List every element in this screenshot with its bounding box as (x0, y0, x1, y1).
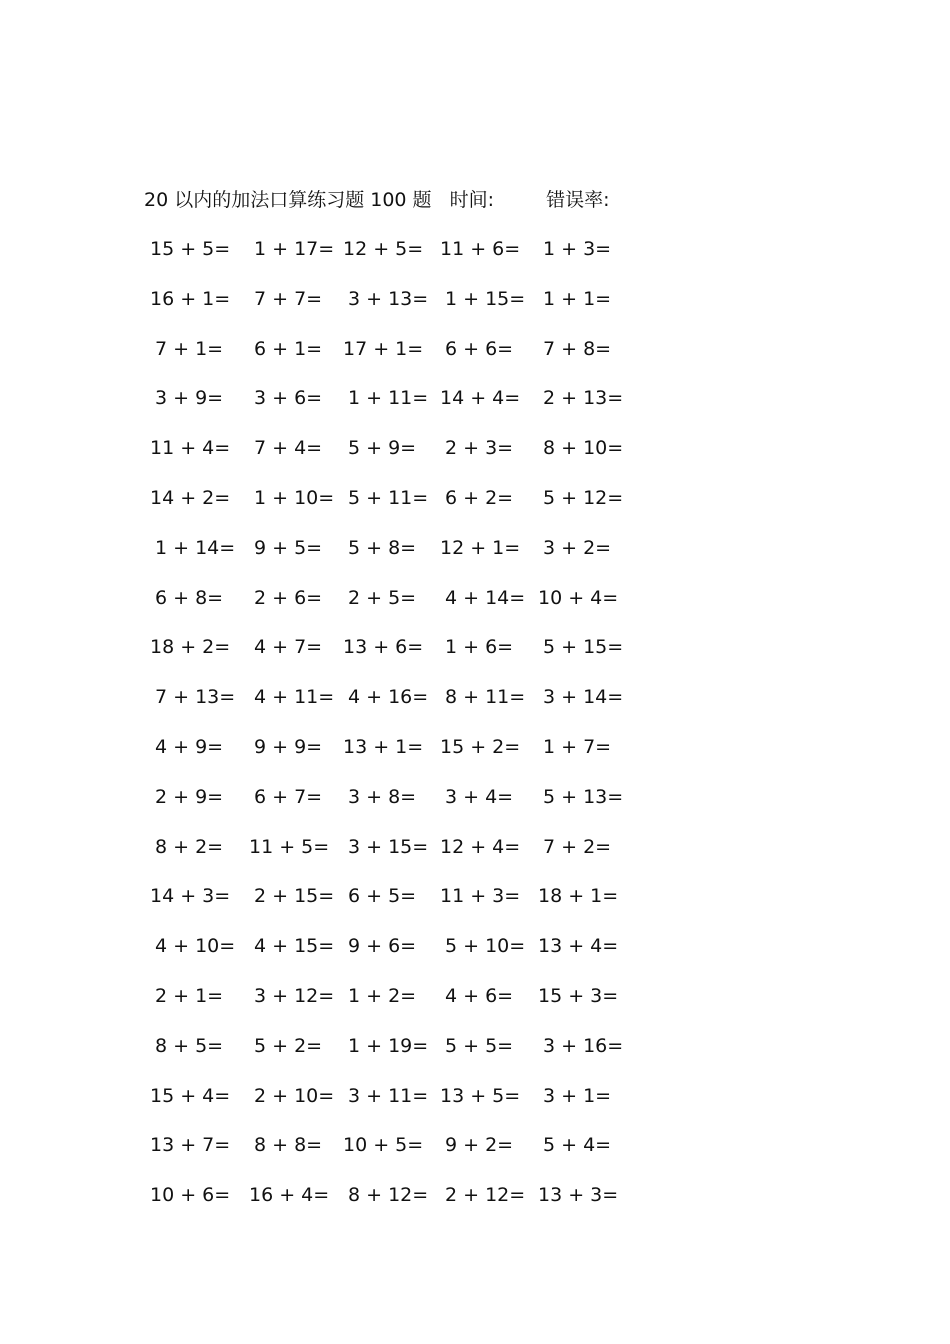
problem-item: 15 + 4= (150, 1084, 231, 1107)
problem-item: 2 + 6= (254, 586, 323, 609)
problem-item: 5 + 10= (445, 935, 526, 958)
time-label: 时间: (449, 189, 495, 211)
problem-item: 5 + 2= (254, 1034, 323, 1057)
problem-item: 15 + 5= (150, 238, 231, 260)
problem-item: 5 + 8= (348, 536, 417, 559)
problem-item: 4 + 15= (254, 935, 335, 958)
problem-item: 8 + 11= (445, 686, 526, 709)
problem-item: 1 + 1= (543, 287, 612, 310)
problem-item: 2 + 1= (155, 984, 224, 1007)
problem-item: 14 + 2= (150, 486, 231, 509)
problem-item: 12 + 4= (440, 835, 521, 858)
problem-item: 13 + 7= (150, 1134, 231, 1157)
problem-row (0, 384, 950, 434)
problem-item: 13 + 1= (343, 735, 424, 758)
problem-item: 2 + 10= (254, 1084, 335, 1107)
problem-item: 1 + 15= (445, 287, 526, 310)
problem-item: 5 + 4= (543, 1134, 612, 1157)
problem-item: 3 + 13= (348, 287, 429, 310)
problem-item: 13 + 5= (440, 1084, 521, 1107)
problem-item: 18 + 1= (538, 885, 619, 908)
problem-item: 9 + 5= (254, 536, 323, 559)
problem-item: 11 + 5= (249, 835, 330, 858)
problem-item: 10 + 4= (538, 586, 619, 609)
problem-row (0, 285, 950, 335)
problem-item: 4 + 9= (155, 735, 224, 758)
problem-item: 2 + 5= (348, 586, 417, 609)
problem-row (0, 783, 950, 833)
problem-item: 13 + 6= (343, 636, 424, 659)
problem-item: 6 + 8= (155, 586, 224, 609)
problem-item: 3 + 6= (254, 387, 323, 410)
problem-row (0, 882, 950, 932)
problem-item: 12 + 5= (343, 238, 424, 260)
worksheet-header (144, 186, 609, 214)
problem-item: 6 + 2= (445, 486, 514, 509)
problem-item: 5 + 12= (543, 486, 624, 509)
problem-item: 1 + 17= (254, 238, 335, 260)
problem-row (0, 335, 950, 385)
problem-item: 15 + 2= (440, 735, 521, 758)
problem-row (0, 733, 950, 783)
problem-item: 5 + 5= (445, 1034, 514, 1057)
problem-item: 11 + 4= (150, 437, 231, 460)
problem-item: 8 + 10= (543, 437, 624, 460)
problem-item: 1 + 2= (348, 984, 417, 1007)
problem-item: 16 + 4= (249, 1184, 330, 1207)
problem-item: 13 + 3= (538, 1184, 619, 1207)
problem-item: 5 + 13= (543, 785, 624, 808)
error-rate-label: 错误率: (546, 189, 610, 211)
problem-row (0, 484, 950, 534)
problem-item: 3 + 16= (543, 1034, 624, 1057)
problem-row (0, 434, 950, 484)
problem-item: 2 + 3= (445, 437, 514, 460)
problem-item: 4 + 14= (445, 586, 526, 609)
problem-item: 6 + 7= (254, 785, 323, 808)
problem-item: 7 + 2= (543, 835, 612, 858)
problem-item: 8 + 2= (155, 835, 224, 858)
problem-row (0, 833, 950, 883)
problem-item: 7 + 1= (155, 337, 224, 360)
problem-row (0, 1032, 950, 1082)
problem-item: 7 + 7= (254, 287, 323, 310)
problem-item: 9 + 9= (254, 735, 323, 758)
problem-item: 1 + 11= (348, 387, 429, 410)
problem-item: 13 + 4= (538, 935, 619, 958)
problem-item: 8 + 8= (254, 1134, 323, 1157)
problem-item: 3 + 9= (155, 387, 224, 410)
problem-item: 4 + 16= (348, 686, 429, 709)
problem-item: 10 + 6= (150, 1184, 231, 1207)
problem-item: 8 + 5= (155, 1034, 224, 1057)
problem-item: 8 + 12= (348, 1184, 429, 1207)
worksheet-title: 20 以内的加法口算练习题 100 题 (144, 189, 432, 211)
problem-item: 14 + 3= (150, 885, 231, 908)
problem-item: 3 + 2= (543, 536, 612, 559)
problem-item: 18 + 2= (150, 636, 231, 659)
problem-row (0, 1131, 950, 1181)
problem-item: 2 + 9= (155, 785, 224, 808)
problem-item: 5 + 11= (348, 486, 429, 509)
problem-item: 7 + 8= (543, 337, 612, 360)
problem-item: 11 + 3= (440, 885, 521, 908)
problem-item: 5 + 15= (543, 636, 624, 659)
problem-item: 4 + 6= (445, 984, 514, 1007)
problem-item: 6 + 1= (254, 337, 323, 360)
problem-item: 7 + 13= (155, 686, 236, 709)
problem-item: 3 + 14= (543, 686, 624, 709)
problem-item: 1 + 14= (155, 536, 236, 559)
problem-item: 6 + 5= (348, 885, 417, 908)
problem-item: 2 + 13= (543, 387, 624, 410)
problem-item: 3 + 8= (348, 785, 417, 808)
problem-item: 3 + 12= (254, 984, 335, 1007)
problem-item: 6 + 6= (445, 337, 514, 360)
problem-item: 3 + 11= (348, 1084, 429, 1107)
problem-item: 1 + 19= (348, 1034, 429, 1057)
problem-item: 2 + 15= (254, 885, 335, 908)
problem-row (0, 683, 950, 733)
problem-item: 1 + 7= (543, 735, 612, 758)
problem-item: 3 + 1= (543, 1084, 612, 1107)
problem-item: 4 + 11= (254, 686, 335, 709)
problem-item: 5 + 9= (348, 437, 417, 460)
problem-item: 2 + 12= (445, 1184, 526, 1207)
problem-row (0, 633, 950, 683)
problem-item: 17 + 1= (343, 337, 424, 360)
problem-item: 1 + 10= (254, 486, 335, 509)
problem-item: 3 + 4= (445, 785, 514, 808)
problem-item: 12 + 1= (440, 536, 521, 559)
problem-item: 9 + 2= (445, 1134, 514, 1157)
problem-item: 16 + 1= (150, 287, 231, 310)
problem-row (0, 932, 950, 982)
problem-item: 10 + 5= (343, 1134, 424, 1157)
problem-item: 4 + 10= (155, 935, 236, 958)
problem-item: 11 + 6= (440, 238, 521, 260)
problem-item: 7 + 4= (254, 437, 323, 460)
problem-grid (0, 235, 950, 1231)
problem-item: 9 + 6= (348, 935, 417, 958)
problem-row (0, 534, 950, 584)
problem-item: 4 + 7= (254, 636, 323, 659)
problem-item: 3 + 15= (348, 835, 429, 858)
problem-item: 15 + 3= (538, 984, 619, 1007)
problem-item: 14 + 4= (440, 387, 521, 410)
problem-row (0, 235, 950, 285)
problem-row (0, 1181, 950, 1231)
problem-item: 1 + 3= (543, 238, 612, 260)
problem-row (0, 1082, 950, 1132)
problem-row (0, 982, 950, 1032)
problem-item: 1 + 6= (445, 636, 514, 659)
problem-row (0, 584, 950, 634)
